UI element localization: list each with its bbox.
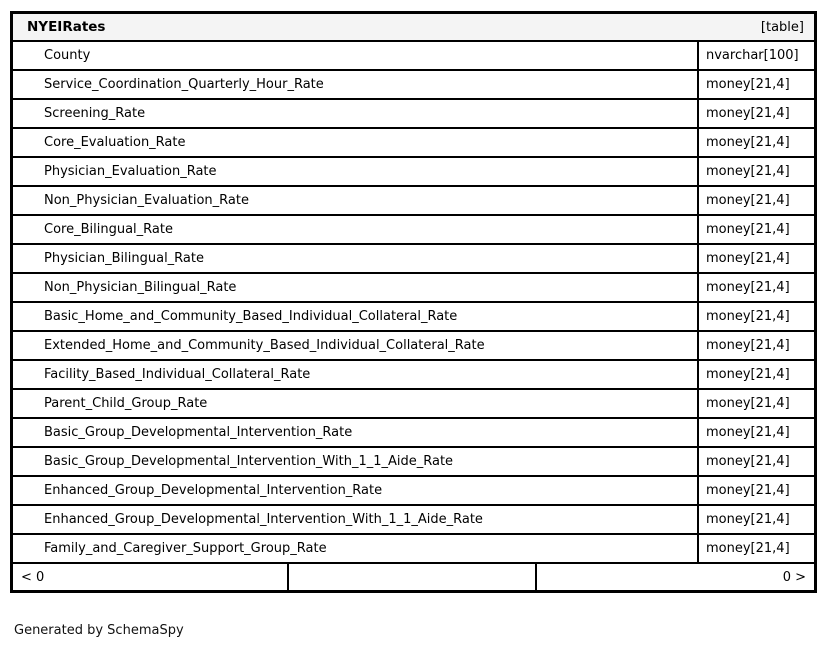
- table-entity-nyeirates: [10, 11, 817, 593]
- column-type: money[21,4]: [697, 448, 814, 475]
- column-type: money[21,4]: [697, 419, 814, 446]
- column-row: [13, 42, 814, 71]
- table-type-tag: [table]: [760, 19, 804, 35]
- column-row: [13, 100, 814, 129]
- column-row: [13, 216, 814, 245]
- column-name: Non_Physician_Evaluation_Rate: [44, 193, 249, 208]
- column-row: [13, 535, 814, 564]
- column-name: Enhanced_Group_Developmental_Intervention_Rate: [44, 483, 383, 498]
- column-type: money[21,4]: [697, 361, 814, 388]
- column-name: Service_Coordination_Quarterly_Hour_Rate: [44, 77, 324, 92]
- column-name: Enhanced_Group_Developmental_Intervention_With_1_1_Aide_Rate: [44, 512, 483, 527]
- column-name: Facility_Based_Individual_Collateral_Rate: [44, 367, 311, 382]
- column-row: [13, 506, 814, 535]
- column-type: money[21,4]: [697, 274, 814, 301]
- column-type: money[21,4]: [697, 71, 814, 98]
- column-name: Family_and_Caregiver_Support_Group_Rate: [44, 541, 327, 556]
- column-row: [13, 245, 814, 274]
- column-type: money[21,4]: [697, 477, 814, 504]
- column-row: [13, 448, 814, 477]
- column-name: Physician_Evaluation_Rate: [44, 164, 217, 179]
- column-row: [13, 71, 814, 100]
- column-row: [13, 390, 814, 419]
- column-type: money[21,4]: [697, 303, 814, 330]
- column-type: money[21,4]: [697, 390, 814, 417]
- column-row: [13, 158, 814, 187]
- column-name: Core_Bilingual_Rate: [44, 222, 173, 237]
- column-type: money[21,4]: [697, 332, 814, 359]
- column-name: Extended_Home_and_Community_Based_Individual_Collateral_Rate: [44, 338, 485, 353]
- column-type: money[21,4]: [697, 129, 814, 156]
- column-row: [13, 303, 814, 332]
- footer-children-count: < 0: [21, 569, 45, 585]
- column-name: County: [44, 48, 91, 63]
- column-name: Non_Physician_Bilingual_Rate: [44, 280, 237, 295]
- column-row: [13, 129, 814, 158]
- column-type: money[21,4]: [697, 535, 814, 562]
- column-type: money[21,4]: [697, 100, 814, 127]
- table-title[interactable]: NYEIRates: [27, 19, 106, 35]
- column-type: money[21,4]: [697, 245, 814, 272]
- column-name: Basic_Group_Developmental_Intervention_Rate: [44, 425, 353, 440]
- column-type: nvarchar[100]: [697, 42, 814, 69]
- column-type: money[21,4]: [697, 158, 814, 185]
- column-row: [13, 332, 814, 361]
- column-type: money[21,4]: [697, 187, 814, 214]
- column-name: Physician_Bilingual_Rate: [44, 251, 204, 266]
- table-header: [13, 14, 814, 42]
- column-name: Basic_Home_and_Community_Based_Individual_Collateral_Rate: [44, 309, 458, 324]
- generated-by-caption: Generated by SchemaSpy: [14, 623, 184, 638]
- column-name: Core_Evaluation_Rate: [44, 135, 186, 150]
- column-row: [13, 187, 814, 216]
- column-name: Screening_Rate: [44, 106, 146, 121]
- column-row: [13, 419, 814, 448]
- footer-middle-cell: [287, 564, 537, 590]
- footer-parents-count: 0 >: [782, 569, 806, 585]
- column-row: [13, 361, 814, 390]
- column-row: [13, 477, 814, 506]
- table-footer-row: [13, 564, 814, 590]
- column-type: money[21,4]: [697, 506, 814, 533]
- column-rows: [13, 42, 814, 564]
- column-type: money[21,4]: [697, 216, 814, 243]
- column-row: [13, 274, 814, 303]
- column-name: Parent_Child_Group_Rate: [44, 396, 208, 411]
- column-name: Basic_Group_Developmental_Intervention_With_1_1_Aide_Rate: [44, 454, 454, 469]
